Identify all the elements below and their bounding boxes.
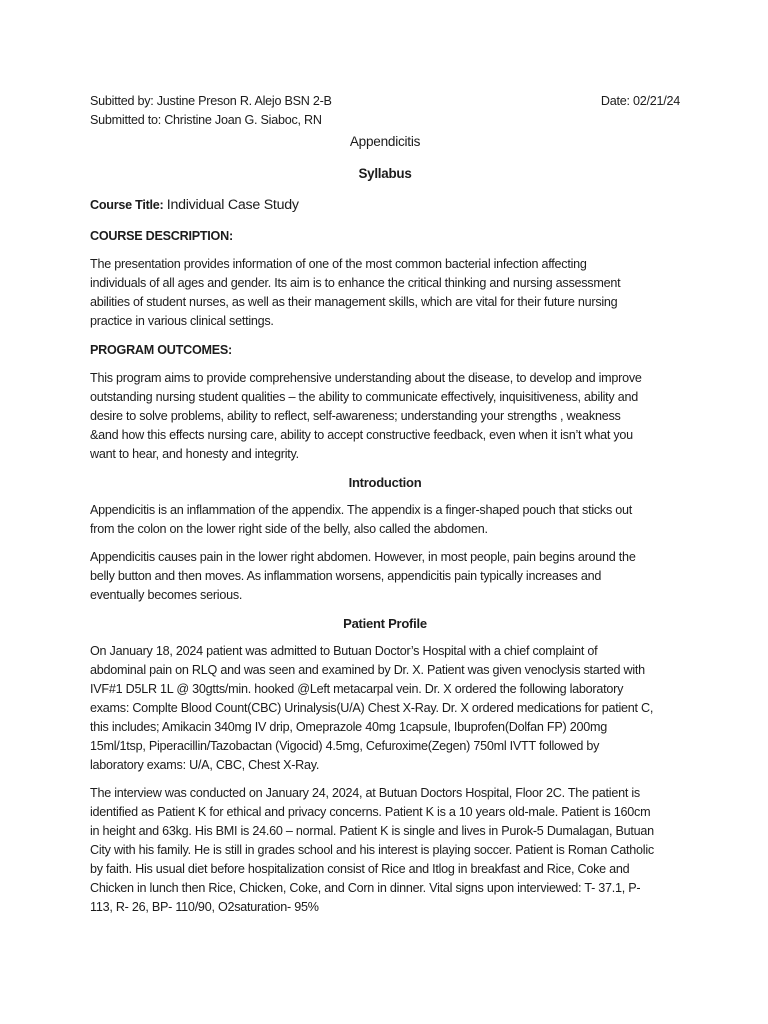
paragraph-line: individuals of all ages and gender. Its aim is to enhance the critical thinking and nursing assessment: [90, 276, 621, 290]
course-title-label: Course Title:: [90, 198, 164, 212]
course-description-paragraph: [90, 255, 680, 331]
paragraph-line: exams: Complte Blood Count(CBC) Urinalysis(U/A) Chest X-Ray. Dr. X ordered medications for patient C,: [90, 701, 654, 715]
document-subtitle: Syllabus: [358, 166, 412, 181]
paragraph-line: The interview was conducted on January 24, 2024, at Butuan Doctors Hospital, Floor 2C. The patient is: [90, 786, 640, 800]
paragraph-line: On January 18, 2024 patient was admitted to Butuan Doctor’s Hospital with a chief complaint of: [90, 644, 598, 658]
patient-profile-paragraph-1: [90, 642, 680, 775]
paragraph-line: belly button and then moves. As inflammation worsens, appendicitis pain typically increases and: [90, 569, 602, 583]
paragraph-line: this includes; Amikacin 340mg IV drip, Omeprazole 40mg 1capsule, Ibuprofen(Dolfan FP) 200mg: [90, 720, 607, 734]
paragraph-line: want to hear, and honesty and integrity.: [90, 447, 299, 461]
submitted-by: Subitted by: Justine Preson R. Alejo BSN 2-B: [90, 94, 332, 108]
paragraph-line: This program aims to provide comprehensive understanding about the disease, to develop and improve: [90, 371, 642, 385]
paragraph-line: outstanding nursing student qualities – the ability to communicate effectively, inquisitiveness, ability and: [90, 390, 638, 404]
patient-profile-heading: Patient Profile: [343, 616, 427, 631]
paragraph-line: 15ml/1tsp, Piperacillin/Tazobactan (Vigocid) 4.5mg, Cefuroxime(Zegen) 750ml IVTT followed by: [90, 739, 600, 753]
paragraph-line: identified as Patient K for ethical and privacy concerns. Patient K is a 10 years old-male. Patient is 160cm: [90, 805, 651, 819]
introduction-paragraph-2: [90, 548, 680, 605]
program-outcomes-paragraph: [90, 369, 680, 464]
paragraph-line: &and how this effects nursing care, ability to accept constructive feedback, even when it isn’t what you: [90, 428, 633, 442]
course-title: [90, 196, 680, 217]
submitted-to: Submitted to: Christine Joan G. Siaboc, RN: [90, 113, 322, 127]
paragraph-line: laboratory exams: U/A, CBC, Chest X-Ray.: [90, 758, 320, 772]
paragraph-line: 113, R- 26, BP- 110/90, O2saturation- 95%: [90, 900, 319, 914]
paragraph-line: abilities of student nurses, as well as their management skills, which are vital for their future nursing: [90, 295, 618, 309]
introduction-heading: Introduction: [348, 475, 422, 490]
paragraph-line: by faith. His usual diet before hospitalization consist of Rice and Itlog in breakfast and Rice, Coke and: [90, 862, 630, 876]
paragraph-line: eventually becomes serious.: [90, 588, 243, 602]
patient-profile-paragraph-2: [90, 784, 680, 917]
paragraph-line: Appendicitis is an inflammation of the appendix. The appendix is a finger-shaped pouch that sticks out: [90, 503, 633, 517]
paragraph-line: The presentation provides information of one of the most common bacterial infection affecting: [90, 257, 587, 271]
paragraph-line: from the colon on the lower right side of the belly, also called the abdomen.: [90, 522, 488, 536]
course-description-heading: COURSE DESCRIPTION:: [90, 229, 233, 243]
paragraph-line: Appendicitis causes pain in the lower right abdomen. However, in most people, pain begins around the: [90, 550, 636, 564]
submission-header: [90, 92, 680, 111]
paragraph-line: Chicken in lunch then Rice, Chicken, Coke, and Corn in dinner. Vital signs upon interviewed: T- 37.1, P-: [90, 881, 641, 895]
introduction-paragraph-1: [90, 501, 680, 539]
course-title-value: Individual Case Study: [166, 197, 299, 213]
paragraph-line: City with his family. He is still in grades school and his interest is playing soccer. Patient is Roman Catholic: [90, 843, 654, 857]
paragraph-line: IVF#1 D5LR 1L @ 30gtts/min. hooked @Left metacarpal vein. Dr. X ordered the following laboratory: [90, 682, 624, 696]
document-title: Appendicitis: [349, 134, 421, 149]
document-page: [90, 92, 680, 917]
paragraph-line: abdominal pain on RLQ and was seen and examined by Dr. X. Patient was given venoclysis started with: [90, 663, 645, 677]
program-outcomes-heading: PROGRAM OUTCOMES:: [90, 343, 232, 357]
submission-date: Date: 02/21/24: [600, 94, 680, 108]
paragraph-line: practice in various clinical settings.: [90, 314, 274, 328]
paragraph-line: desire to solve problems, ability to reflect, self-awareness; understanding your strengths , weakness: [90, 409, 621, 423]
paragraph-line: in height and 63kg. His BMI is 24.60 – normal. Patient K is single and lives in Purok-5 Dumalagan, Butuan: [90, 824, 654, 838]
